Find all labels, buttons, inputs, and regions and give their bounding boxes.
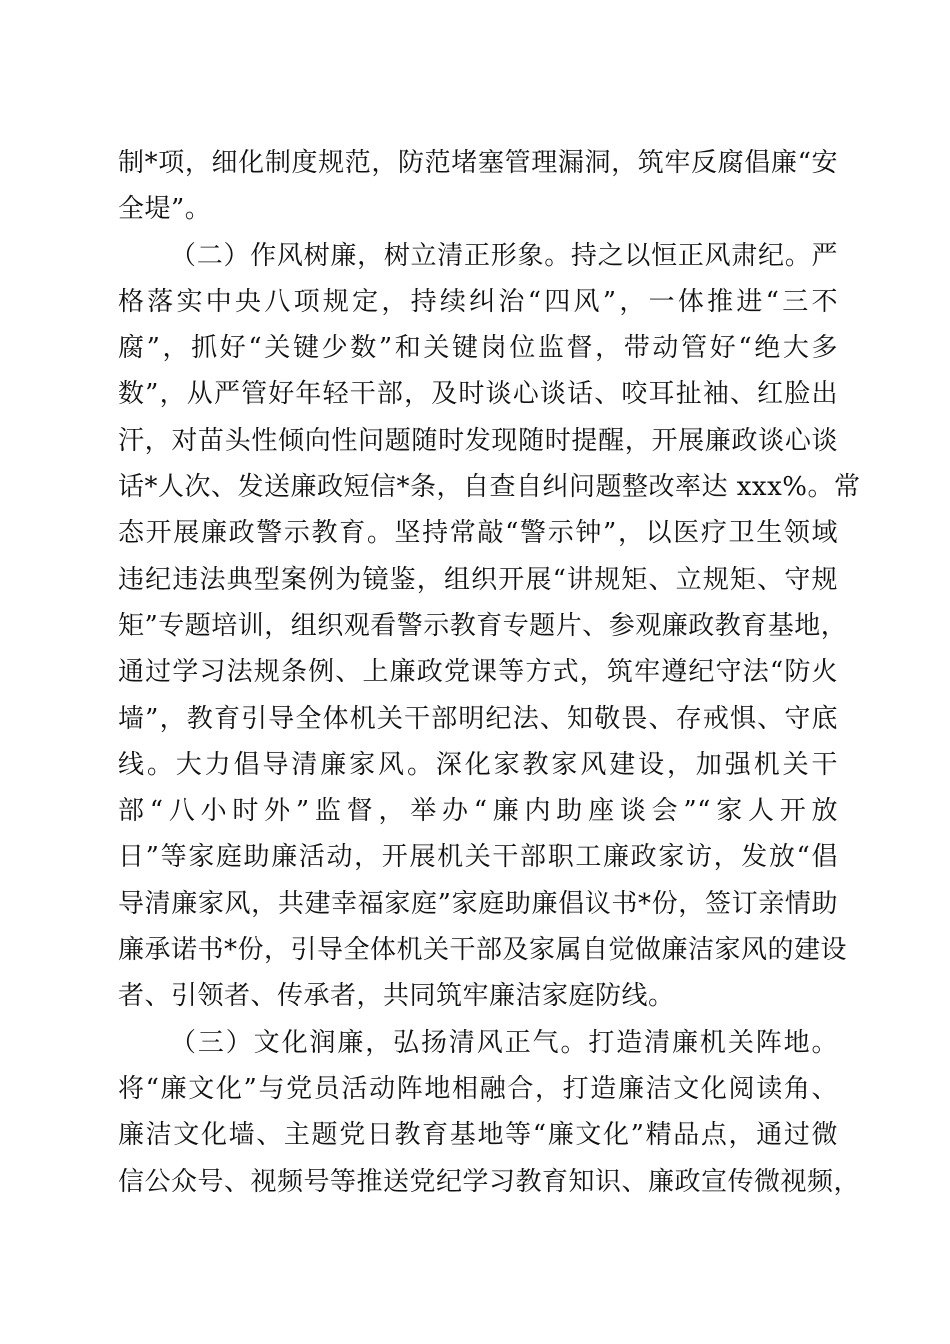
- section-heading-line: （三）文化润廉，弘扬清风正气。打造清廉机关阵地。: [170, 1027, 838, 1058]
- text-line: 数”，从严管好年轻干部，及时谈心谈话、咬耳扯袖、红脸出: [118, 379, 838, 410]
- text-line: 廉洁文化墙、主题党日教育基地等“廉文化”精品点，通过微: [118, 1120, 838, 1151]
- body-text: [118, 140, 861, 1205]
- text-line: 汗，对苗头性倾向性问题随时发现随时提醒，开展廉政谈心谈: [118, 425, 838, 456]
- text-line: 墙”，教育引导全体机关干部明纪法、知敬畏、存戒惧、守底: [118, 703, 838, 734]
- text-line: 态开展廉政警示教育。坚持常敲“警示钟”，以医疗卫生领域: [118, 518, 838, 549]
- text-line: 格落实中央八项规定，持续纠治“四风”，一体推进“三不: [118, 286, 838, 317]
- text-line: 违纪违法典型案例为镜鉴，组织开展“讲规矩、立规矩、守规: [118, 564, 838, 595]
- text-line: 腐”，抓好“关键少数”和关键岗位监督，带动管好“绝大多: [118, 333, 838, 364]
- text-line: 将“廉文化”与党员活动阵地相融合，打造廉洁文化阅读角、: [118, 1073, 838, 1104]
- section-heading-line: （二）作风树廉，树立清正形象。持之以恒正风肃纪。严: [170, 240, 838, 271]
- text-line: 通过学习法规条例、上廉政党课等方式，筑牢遵纪守法“防火: [118, 657, 838, 688]
- text-line: 部“八小时外”监督，举办“廉内助座谈会”“家人开放: [118, 796, 838, 827]
- text-line: 信公众号、视频号等推送党纪学习教育知识、廉政宣传微视频，: [118, 1166, 861, 1197]
- text-line: 者、引领者、传承者，共同筑牢廉洁家庭防线。: [118, 981, 675, 1012]
- text-line: 制*项，细化制度规范，防范堵塞管理漏洞，筑牢反腐倡廉“安: [118, 148, 838, 178]
- text-line: 全堤”。: [118, 194, 212, 225]
- text-line: 导清廉家风，共建幸福家庭”家庭助廉倡议书*份，签订亲情助: [118, 888, 838, 919]
- text-line: 话*人次、发送廉政短信*条，自查自纠问题整改率达 xxx%。常: [118, 472, 861, 503]
- text-line: 廉承诺书*份，引导全体机关干部及家属自觉做廉洁家风的建设: [118, 935, 848, 966]
- text-line: 线。大力倡导清廉家风。深化家教家风建设，加强机关干: [118, 749, 838, 780]
- text-line: 日”等家庭助廉活动，开展机关干部职工廉政家访，发放“倡: [118, 842, 838, 873]
- text-line: 矩”专题培训，组织观看警示教育专题片、参观廉政教育基地，: [118, 610, 848, 641]
